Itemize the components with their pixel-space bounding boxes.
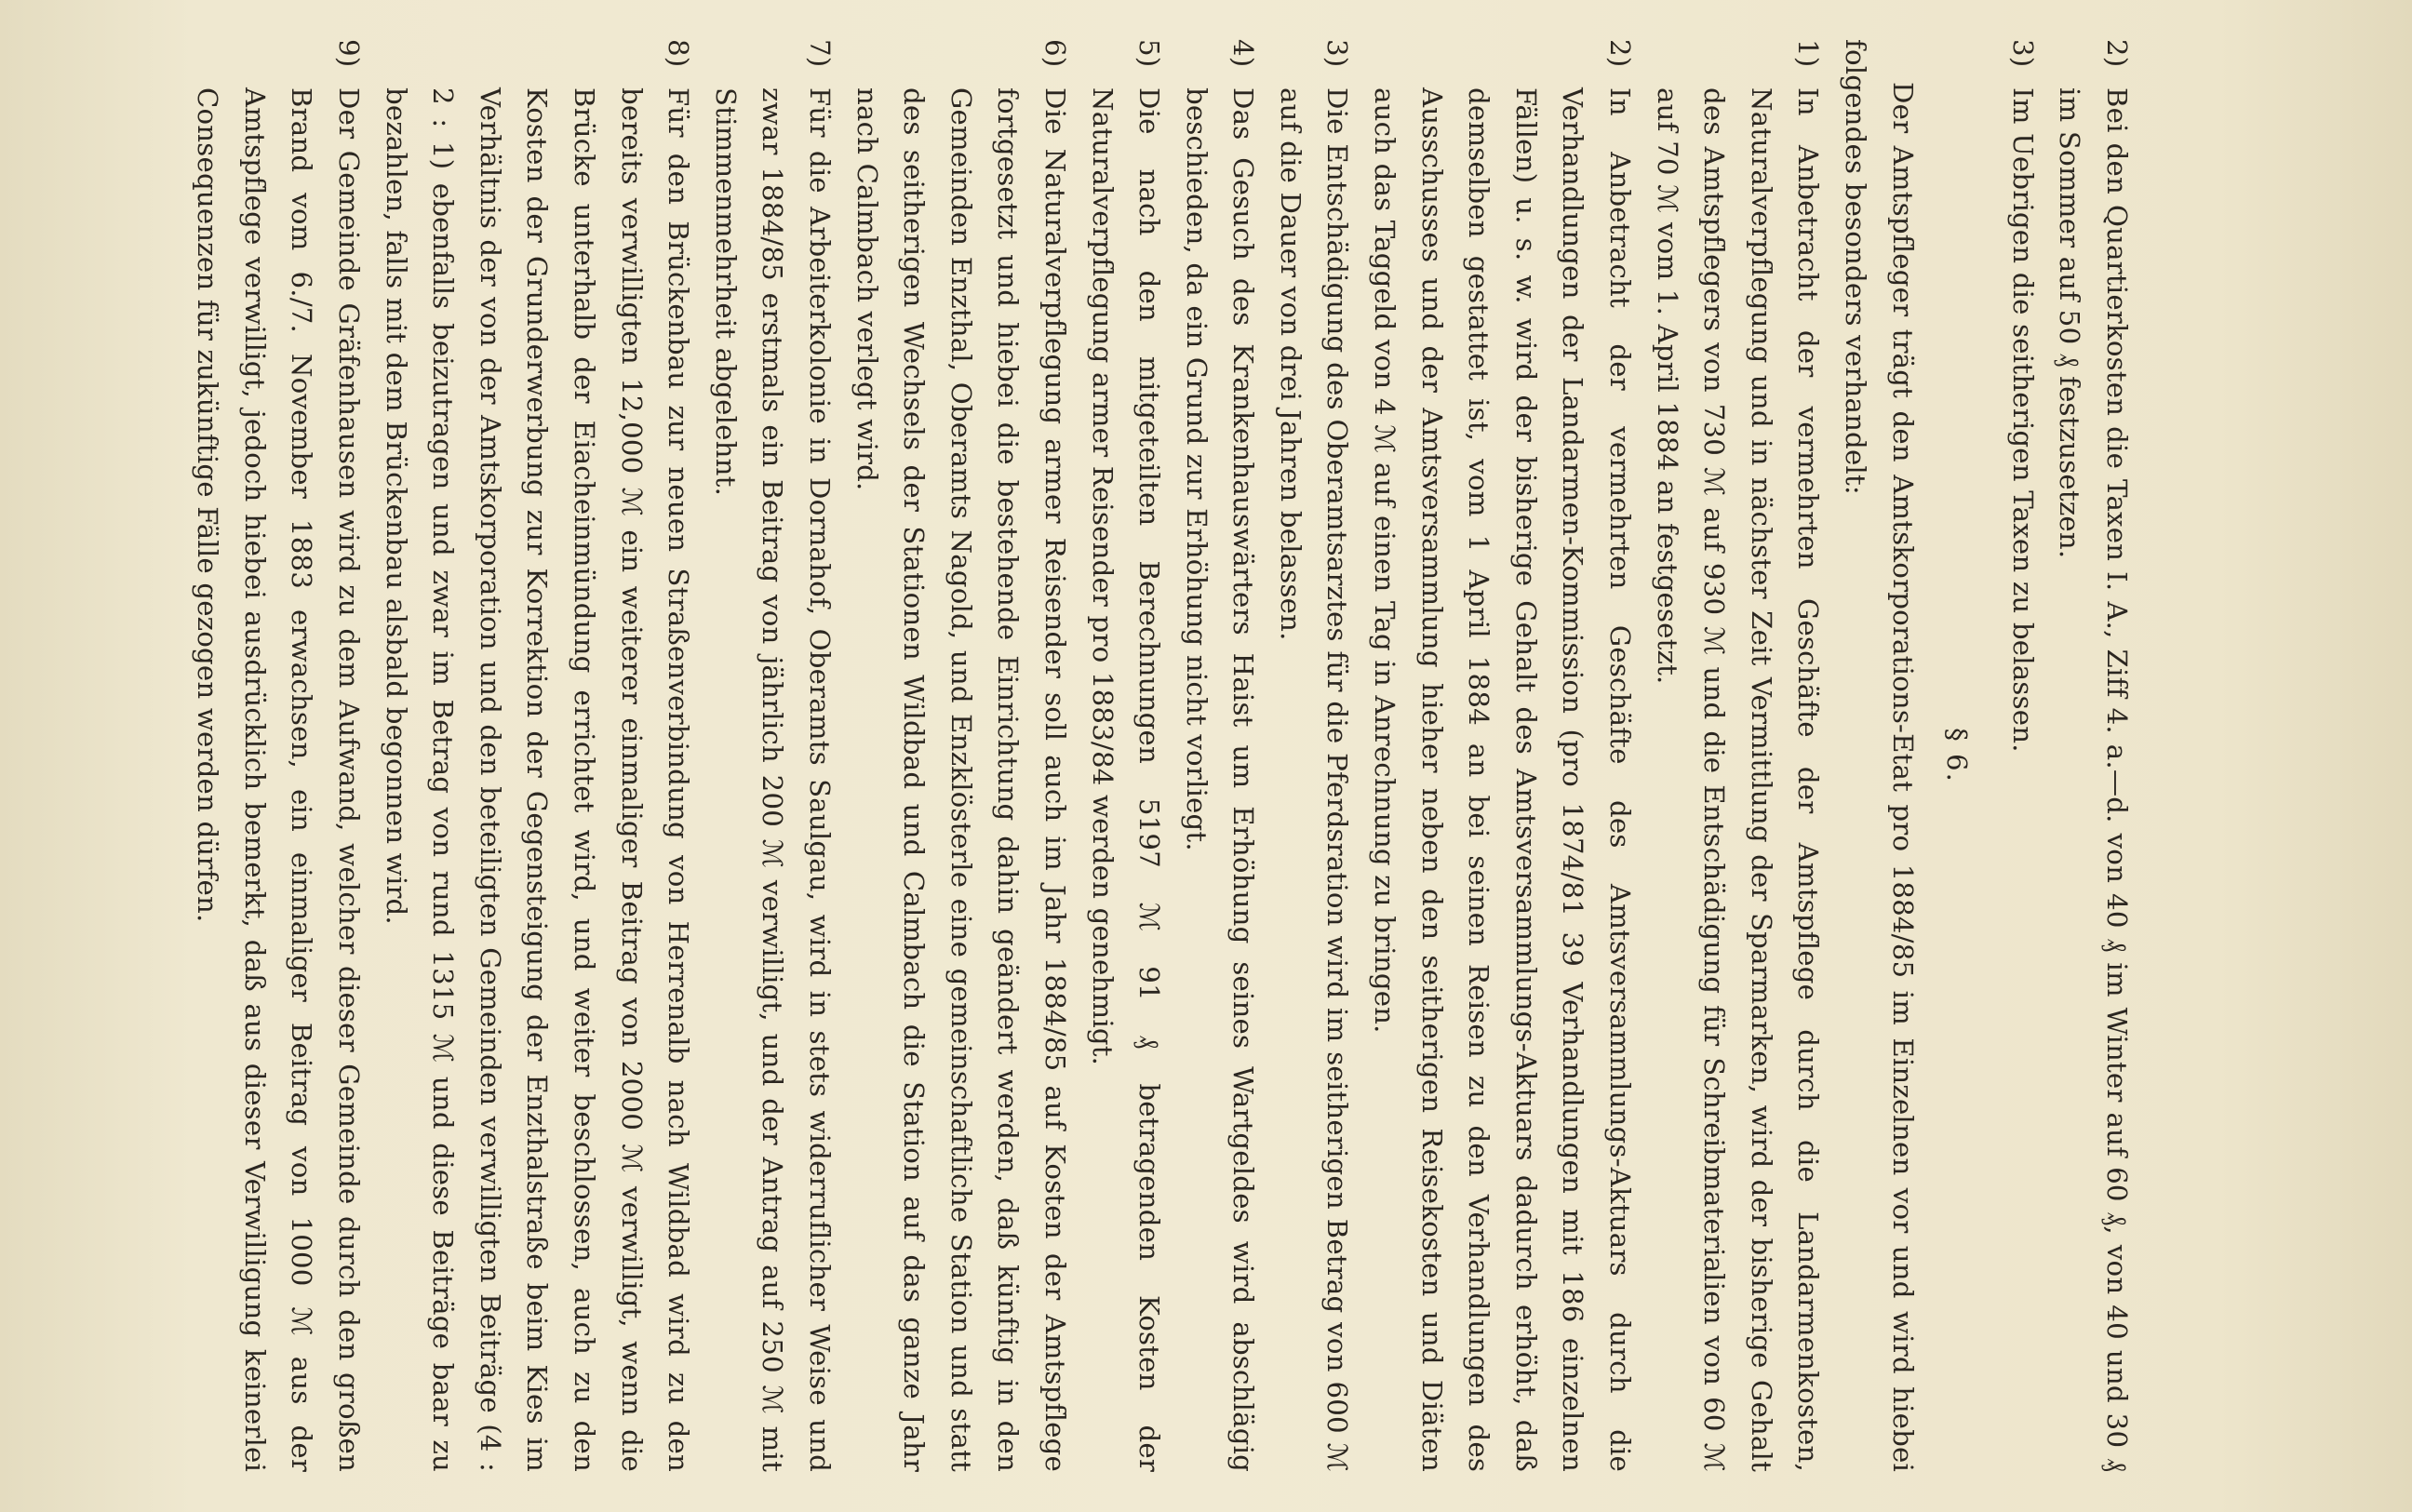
section-intro: Der Amtspfleger trägt den Amtskorporations-Etat pro 1884/85 im Einzelnen vor und wird hiebei folgendes besonders verhandelt: [1840,39,1919,1472]
item-number: 4) [1227,39,1260,68]
item-number: 5) [1133,39,1166,68]
item-text: Im Uebrigen die seitherigen Taxen zu belassen. [2006,87,2039,753]
item-text: In Anbetracht der vermehrten Geschäfte des Amtsversammlungs-Aktuars durch die Verhandlungen der Landarmen-Kommission (pro 1874/81 39 Verhandlungen mit 186 einzelnen Fällen) u. s. w. wird der bisherige Gehalt des Amtsversammlungs-Aktuars dadurch erhöht, daß demselben gestattet ist, vom 1 April 1884 an bei seinen Reisen zu den Verhandlungen des Ausschusses und der Amtsversammlung hieher neben den seitherigen Reisekosten und Diäten auch das Taggeld von 4 ℳ auf einen Tag in Anrechnung zu bringen. [1369,87,1637,1472]
item-text: Das Gesuch des Krankenhauswärters Haist um Erhöhung seines Wartgeldes wird abschlägig beschieden, da ein Grund zur Erhöhung nicht vorliegt. [1180,87,1260,1472]
list-item [702,39,843,1472]
item-number: 7) [803,39,836,68]
list-item [1361,39,1644,1472]
item-number: 6) [1038,39,1071,68]
list-item [1172,39,1266,1472]
item-text: Für die Arbeiterkolonie in Dornahof, Oberamts Saulgau, wird in stets widerruflicher Weise und zwar 1884/85 erstmals ein Beitrag von jährlich 200 ℳ verwilligt, und der Antrag auf 250 ℳ mit Stimmenmehrheit abgelehnt. [709,87,836,1472]
items-top [1999,39,2140,1472]
item-text: In Anbetracht der vermehrten Geschäfte der Amtspflege durch die Landarmenkosten, Naturalverpflegung und in nächster Zeit Vermittlung der Sparmarken, wird der bisherige Gehalt des Amtspflegers von 730 ℳ auf 930 ℳ und die Entschädigung für Schreibmaterialien von 60 ℳ auf 70 ℳ vom 1. April 1884 an festgesetzt. [1651,87,1825,1472]
list-item [184,39,372,1472]
list-item [843,39,1079,1472]
item-text: Für den Brückenbau zur neuen Straßenverbindung von Herrenalb nach Wildbad wird zu den bereits verwilligten 12,000 ℳ ein weiterer einmaliger Beitrag von 2000 ℳ verwilligt, wenn die Brücke unterhalb der Eiacheinmündung errichtet wird, und weiter beschlossen, auch zu den Kosten der Grunderwerbung zur Korrektion der Gegensteigung der Enzthalstraße beim Kies im Verhältnis der von der Amtskorporation und den beteiligten Gemeinden verwilligten Beiträge (4 : 2 : 1) ebenfalls beizutragen und zwar im Betrag von rund 1315 ℳ und diese Beiträge baar zu bezahlen, falls mit dem Brückenbau alsbald begonnen wird. [380,87,695,1472]
items-main [184,39,1832,1472]
item-number: 2) [1604,39,1637,68]
item-number: 2) [2101,39,2133,68]
list-item [1079,39,1172,1472]
item-text: Die nach den mitgeteilten Berechnungen 5197 ℳ 91 ₰ betragenden Kosten der Naturalverpflegung armer Reisender pro 1883/84 werden genehmigt. [1086,87,1166,1472]
section-heading: § 6. [1941,728,1974,783]
item-number: 8) [663,39,695,68]
item-text: Bei den Quartierkosten die Taxen I. A., Ziff 4. a.—d. von 40 ₰ im Winter auf 60 ₰, von 40 und 30 ₰ im Sommer auf 50 ₰ festzusetzen. [2054,87,2133,1472]
list-item [1643,39,1831,1472]
item-text: Der Gemeinde Gräfenhausen wird zu dem Aufwand, welcher dieser Gemeinde durch den großen Brand vom 6./7. November 1883 erwachsen, ein einmaliger Beitrag von 1000 ℳ aus der Amtspflege verwilligt, jedoch hiebei ausdrücklich bemerkt, daß aus dieser Verwilligung keinerlei Consequenzen für zukünftige Fälle gezogen werden dürfen. [192,87,366,1472]
list-item [2046,39,2140,1472]
item-number: 9) [333,39,366,68]
list-item [1999,39,2046,1472]
item-number: 3) [2006,39,2039,68]
item-number: 3) [1321,39,1354,68]
list-item [1266,39,1360,1472]
item-number: 1) [1792,39,1825,68]
item-text: Die Entschädigung des Oberamtsarztes für die Pferdsration wird im seitherigen Betrag von 600 ℳ auf die Dauer von drei Jahren belassen. [1274,87,1354,1472]
rotated-text-block [192,39,2140,1472]
item-text: Die Naturalverpflegung armer Reisender soll auch im Jahr 1884/85 auf Kosten der Amtspflege fortgesetzt und hiebei die bestehende Einrichtung dahin geändert werden, daß künftig in den Gemeinden Enzthal, Oberamts Nagold, und Enzklösterle eine gemeinschaftliche Station und statt des seitherigen Wechsels der Stationen Wildbad und Calmbach die Station auf das ganze Jahr nach Calmbach verlegt wird. [851,87,1071,1472]
list-item [372,39,702,1472]
